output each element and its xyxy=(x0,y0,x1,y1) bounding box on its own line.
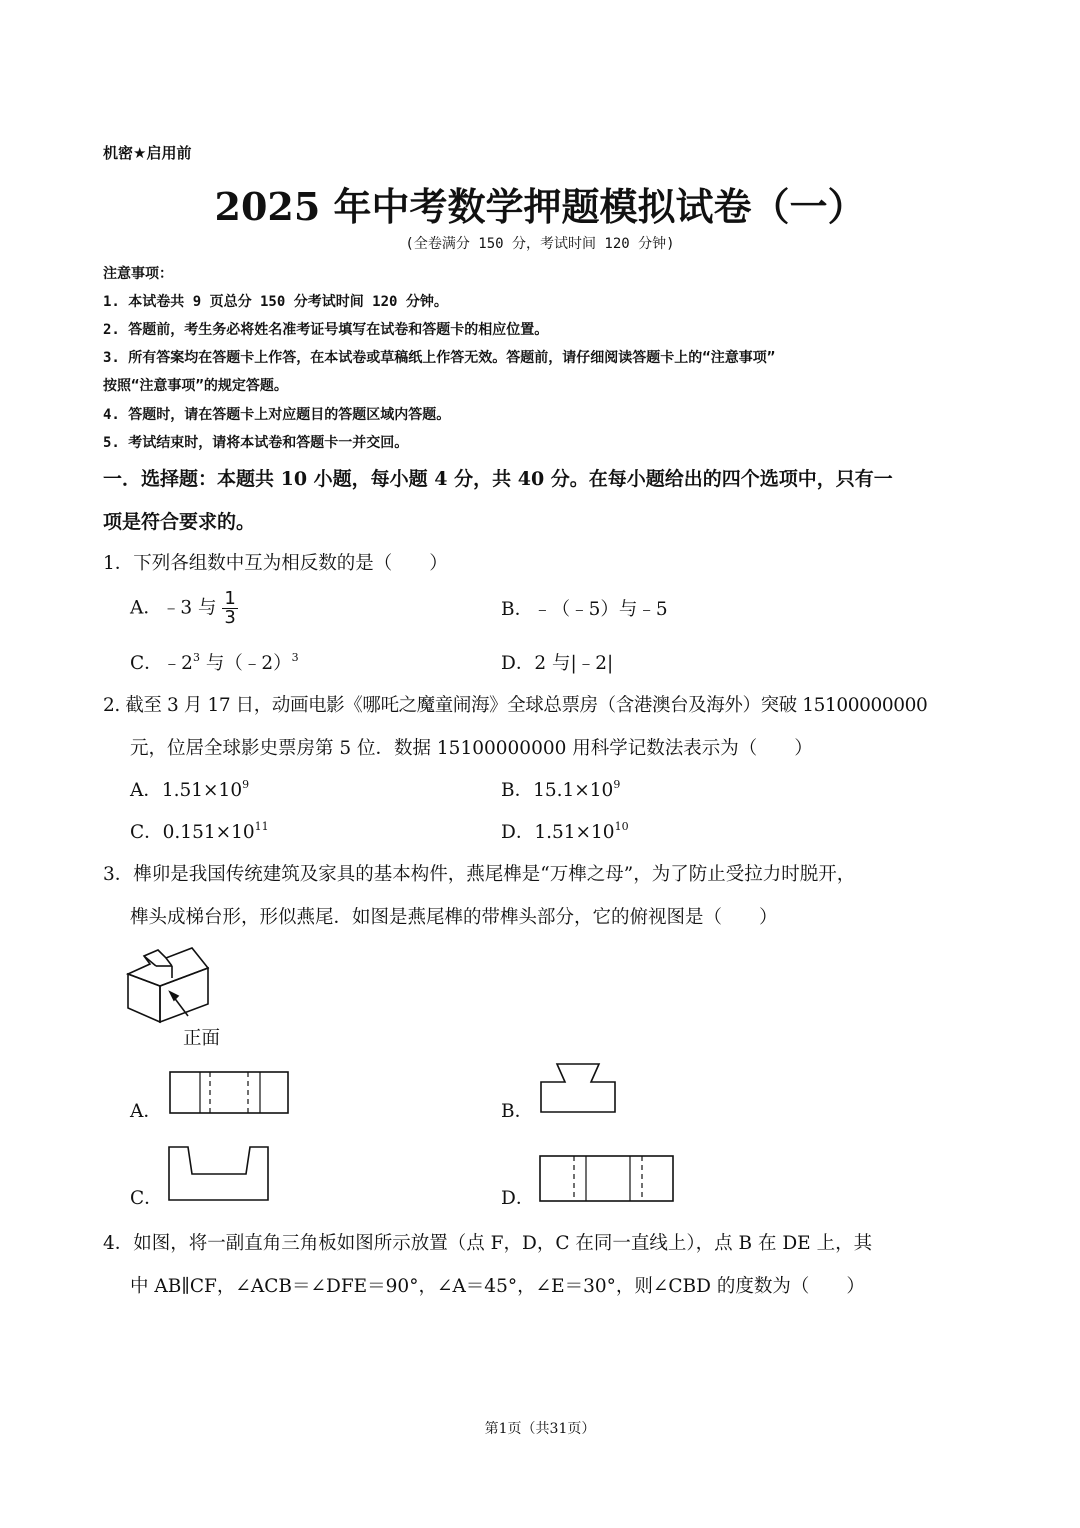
question-1-option-d: D．2 与|﹣2| xyxy=(501,653,614,674)
question-1-option-a: A．﹣3 与 $\frac{1}{3}$ xyxy=(130,588,236,628)
question-2-line1: 2. 截至 3 月 17 日，动画电影《哪吒之魔童闹海》全球总票房（含港澳台及海外）突破 15100000000 xyxy=(103,695,928,716)
question-3-option-a: A． xyxy=(130,1101,162,1122)
question-3-line1: 3．榫卯是我国传统建筑及家具的基本构件，燕尾榫是“万榫之母”，为了防止受拉力时脱开， xyxy=(103,864,856,885)
option-d-figure xyxy=(538,1154,676,1204)
front-view-label: 正面 xyxy=(183,1028,221,1049)
question-3-option-d: D． xyxy=(501,1188,535,1209)
question-2-option-d: D．$1.51\times 10^{10}$ xyxy=(501,820,629,843)
question-3-option-b: B． xyxy=(501,1101,534,1122)
notes-heading: 注意事项： xyxy=(103,266,173,282)
question-2-option-a: A．$1.51\times 10^9$ xyxy=(130,778,250,801)
question-3-line2: 榫头成梯台形，形似燕尾．如图是燕尾榫的带榫头部分，它的俯视图是（ ） xyxy=(130,907,778,928)
fraction: $\frac{1}{3}$ xyxy=(224,588,236,628)
note-item: 1. 本试卷共 9 页总分 150 分考试时间 120 分钟。 xyxy=(103,294,448,310)
page-footer: 第1页（共31页） xyxy=(484,1421,596,1437)
question-2-line2: 元，位居全球影史票房第 5 位．数据 15100000000 用科学记数法表示为（ ） xyxy=(130,738,813,759)
note-item: 4. 答题时，请在答题卡上对应题目的答题区域内答题。 xyxy=(103,407,451,423)
question-1-option-c: C．$﹣2^3$ 与（﹣2）$^3$ xyxy=(130,651,299,674)
section-heading-line1: 一．选择题：本题共 10 小题，每小题 4 分，共 40 分。在每小题给出的四个选项中，只有一 xyxy=(103,468,893,490)
question-1-option-b: B．﹣（﹣5）与﹣5 xyxy=(501,599,668,620)
note-item: 按照“注意事项”的规定答题。 xyxy=(103,378,288,394)
dovetail-figure xyxy=(120,944,220,1026)
note-item: 3. 所有答案均在答题卡上作答，在本试卷或草稿纸上作答无效。答题前，请仔细阅读答题卡上的“注意事项” xyxy=(103,350,776,366)
page-subtitle: (全卷满分 150 分，考试时间 120 分钟) xyxy=(405,236,675,252)
note-item: 2. 答题前，考生务必将姓名准考证号填写在试卷和答题卡的相应位置。 xyxy=(103,322,549,338)
page-title: 2025 年中考数学押题模拟试卷（一） xyxy=(214,184,866,229)
question-4-line2: 中 AB∥CF，∠ACB＝∠DFE＝90°，∠A＝45°，∠E＝30°，则∠CBD 的度数为（ ） xyxy=(130,1276,865,1297)
section-heading-line2: 项是符合要求的。 xyxy=(103,511,256,533)
question-2-option-c: C．$0.151\times 10^{11}$ xyxy=(130,820,269,843)
question-4-line1: 4．如图，将一副直角三角板如图所示放置（点 F，D，C 在同一直线上），点 B 在 DE 上，其 xyxy=(103,1233,873,1254)
note-item: 5. 考试结束时，请将本试卷和答题卡一并交回。 xyxy=(103,435,409,451)
option-a-figure xyxy=(168,1070,290,1116)
question-3-option-c: C． xyxy=(130,1188,163,1209)
option-b-figure xyxy=(537,1060,619,1116)
question-1-stem: 1．下列各组数中互为相反数的是（ ） xyxy=(103,553,448,574)
option-c-figure xyxy=(166,1144,272,1204)
confidential-label: 机密★启用前 xyxy=(103,144,192,162)
question-2-option-b: B．$15.1\times 10^9$ xyxy=(501,778,621,801)
